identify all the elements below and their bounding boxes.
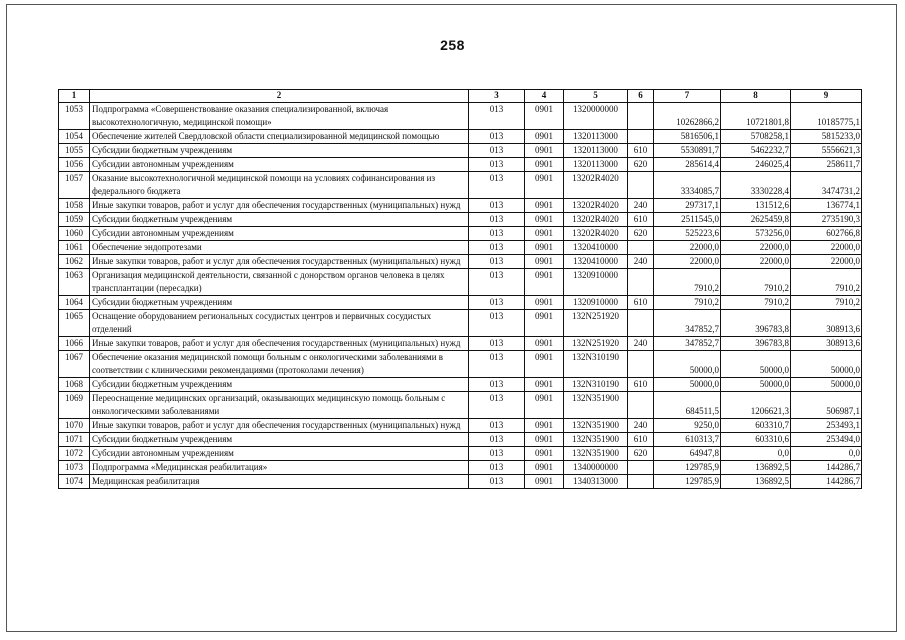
cell-amount-year-1: 347852,7: [654, 337, 721, 351]
cell-item-name: Обеспечение эндопротезами: [90, 241, 469, 255]
cell-amount-year-3: 50000,0: [791, 378, 862, 392]
cell-expense-type: 610: [628, 213, 654, 227]
table-row: [59, 378, 862, 392]
cell-target-article: 132N351900: [564, 447, 628, 461]
cell-section-code: 0901: [525, 172, 564, 199]
cell-section-code: 0901: [525, 433, 564, 447]
cell-expense-type: [628, 172, 654, 199]
cell-amount-year-3: 0,0: [791, 447, 862, 461]
cell-expense-type: 240: [628, 199, 654, 213]
cell-expense-type: 620: [628, 447, 654, 461]
cell-expense-type: 610: [628, 296, 654, 310]
table-row: [59, 447, 862, 461]
cell-amount-year-1: 50000,0: [654, 351, 721, 378]
cell-row-number: 1053: [59, 103, 90, 130]
cell-amount-year-1: 50000,0: [654, 378, 721, 392]
cell-section-code: 0901: [525, 199, 564, 213]
cell-amount-year-2: 603310,6: [721, 433, 791, 447]
cell-target-article: 132N251920: [564, 310, 628, 337]
cell-row-number: 1063: [59, 269, 90, 296]
cell-amount-year-1: 297317,1: [654, 199, 721, 213]
cell-target-article: 1320910000: [564, 269, 628, 296]
budget-table: [58, 89, 862, 489]
table-row: [59, 241, 862, 255]
table-row: [59, 269, 862, 296]
cell-amount-year-3: 144286,7: [791, 475, 862, 489]
cell-target-article: 1320113000: [564, 144, 628, 158]
cell-amount-year-3: 144286,7: [791, 461, 862, 475]
cell-item-name: Иные закупки товаров, работ и услуг для обеспечения государственных (муниципальных) нужд: [90, 419, 469, 433]
cell-amount-year-2: 5708258,1: [721, 130, 791, 144]
cell-amount-year-2: 246025,4: [721, 158, 791, 172]
cell-amount-year-1: 7910,2: [654, 269, 721, 296]
cell-target-article: 132N351900: [564, 433, 628, 447]
cell-expense-type: [628, 103, 654, 130]
cell-row-number: 1059: [59, 213, 90, 227]
table-row: [59, 475, 862, 489]
cell-row-number: 1057: [59, 172, 90, 199]
cell-section-code: 0901: [525, 269, 564, 296]
cell-amount-year-1: 9250,0: [654, 419, 721, 433]
cell-department-code: 013: [469, 447, 525, 461]
cell-amount-year-1: 610313,7: [654, 433, 721, 447]
cell-section-code: 0901: [525, 392, 564, 419]
cell-row-number: 1069: [59, 392, 90, 419]
cell-amount-year-2: 136892,5: [721, 461, 791, 475]
cell-target-article: 132N351900: [564, 419, 628, 433]
cell-item-name: Субсидии автономным учреждениям: [90, 158, 469, 172]
cell-section-code: 0901: [525, 241, 564, 255]
cell-row-number: 1071: [59, 433, 90, 447]
cell-amount-year-1: 3334085,7: [654, 172, 721, 199]
cell-expense-type: [628, 392, 654, 419]
cell-target-article: 1320113000: [564, 158, 628, 172]
table-row: [59, 337, 862, 351]
table-row: [59, 144, 862, 158]
cell-row-number: 1067: [59, 351, 90, 378]
cell-amount-year-3: 22000,0: [791, 241, 862, 255]
cell-target-article: 13202R4020: [564, 227, 628, 241]
cell-item-name: Обеспечение оказания медицинской помощи больным с онкологическими заболеваниями в соответствии с клиническими рекомендациями (протоколами лечения): [90, 351, 469, 378]
cell-target-article: 1340313000: [564, 475, 628, 489]
table-row: [59, 130, 862, 144]
cell-target-article: 1320000000: [564, 103, 628, 130]
cell-amount-year-3: 7910,2: [791, 269, 862, 296]
cell-item-name: Подпрограмма «Совершенствование оказания специализированной, включая высокотехнологичную, медицинской помощи»: [90, 103, 469, 130]
cell-row-number: 1055: [59, 144, 90, 158]
cell-amount-year-3: 308913,6: [791, 337, 862, 351]
cell-target-article: 13202R4020: [564, 213, 628, 227]
cell-expense-type: [628, 475, 654, 489]
cell-amount-year-3: 10185775,1: [791, 103, 862, 130]
cell-department-code: 013: [469, 351, 525, 378]
header-col-5: 5: [564, 90, 628, 103]
cell-item-name: Иные закупки товаров, работ и услуг для обеспечения государственных (муниципальных) нужд: [90, 337, 469, 351]
cell-expense-type: 240: [628, 337, 654, 351]
cell-row-number: 1064: [59, 296, 90, 310]
cell-expense-type: [628, 461, 654, 475]
cell-amount-year-2: 0,0: [721, 447, 791, 461]
cell-target-article: 132N310190: [564, 351, 628, 378]
table-row: [59, 461, 862, 475]
cell-expense-type: 620: [628, 227, 654, 241]
table-body: [59, 103, 862, 489]
cell-amount-year-1: 22000,0: [654, 255, 721, 269]
cell-row-number: 1070: [59, 419, 90, 433]
header-col-1: 1: [59, 90, 90, 103]
cell-section-code: 0901: [525, 296, 564, 310]
cell-department-code: 013: [469, 392, 525, 419]
cell-section-code: 0901: [525, 351, 564, 378]
cell-row-number: 1060: [59, 227, 90, 241]
cell-amount-year-1: 7910,2: [654, 296, 721, 310]
cell-expense-type: [628, 269, 654, 296]
header-col-3: 3: [469, 90, 525, 103]
cell-department-code: 013: [469, 269, 525, 296]
cell-amount-year-3: 253493,1: [791, 419, 862, 433]
cell-amount-year-3: 50000,0: [791, 351, 862, 378]
cell-item-name: Иные закупки товаров, работ и услуг для обеспечения государственных (муниципальных) нужд: [90, 199, 469, 213]
cell-amount-year-1: 64947,8: [654, 447, 721, 461]
header-col-7: 7: [654, 90, 721, 103]
cell-department-code: 013: [469, 433, 525, 447]
cell-department-code: 013: [469, 227, 525, 241]
cell-department-code: 013: [469, 475, 525, 489]
cell-amount-year-3: 308913,6: [791, 310, 862, 337]
cell-department-code: 013: [469, 158, 525, 172]
header-col-6: 6: [628, 90, 654, 103]
cell-target-article: 13202R4020: [564, 172, 628, 199]
cell-section-code: 0901: [525, 255, 564, 269]
table-row: [59, 103, 862, 130]
cell-expense-type: 240: [628, 255, 654, 269]
cell-row-number: 1066: [59, 337, 90, 351]
cell-item-name: Организация медицинской деятельности, связанной с донорством органов человека в целях трансплантации (пересадки): [90, 269, 469, 296]
page-number: 258: [440, 37, 465, 53]
cell-amount-year-3: 136774,1: [791, 199, 862, 213]
cell-target-article: 132N251920: [564, 337, 628, 351]
cell-section-code: 0901: [525, 144, 564, 158]
cell-expense-type: 620: [628, 158, 654, 172]
cell-department-code: 013: [469, 337, 525, 351]
cell-section-code: 0901: [525, 227, 564, 241]
table-row: [59, 433, 862, 447]
cell-item-name: Субсидии бюджетным учреждениям: [90, 296, 469, 310]
cell-amount-year-2: 3330228,4: [721, 172, 791, 199]
cell-amount-year-2: 22000,0: [721, 255, 791, 269]
table-row: [59, 199, 862, 213]
cell-amount-year-2: 22000,0: [721, 241, 791, 255]
cell-amount-year-1: 285614,4: [654, 158, 721, 172]
cell-section-code: 0901: [525, 461, 564, 475]
cell-target-article: 1320410000: [564, 241, 628, 255]
cell-department-code: 013: [469, 103, 525, 130]
cell-department-code: 013: [469, 199, 525, 213]
cell-department-code: 013: [469, 378, 525, 392]
cell-department-code: 013: [469, 461, 525, 475]
cell-amount-year-1: 684511,5: [654, 392, 721, 419]
cell-amount-year-2: 10721801,8: [721, 103, 791, 130]
cell-amount-year-2: 1206621,3: [721, 392, 791, 419]
cell-item-name: Подпрограмма «Медицинская реабилитация»: [90, 461, 469, 475]
cell-row-number: 1061: [59, 241, 90, 255]
cell-item-name: Обеспечение жителей Свердловской области специализированной медицинской помощью: [90, 130, 469, 144]
cell-amount-year-3: 5815233,0: [791, 130, 862, 144]
cell-row-number: 1056: [59, 158, 90, 172]
table-row: [59, 172, 862, 199]
cell-department-code: 013: [469, 310, 525, 337]
cell-amount-year-3: 3474731,2: [791, 172, 862, 199]
cell-section-code: 0901: [525, 419, 564, 433]
cell-item-name: Оснащение оборудованием региональных сосудистых центров и первичных сосудистых отделений: [90, 310, 469, 337]
cell-amount-year-2: 7910,2: [721, 296, 791, 310]
cell-amount-year-2: 50000,0: [721, 351, 791, 378]
cell-amount-year-3: 506987,1: [791, 392, 862, 419]
header-col-4: 4: [525, 90, 564, 103]
cell-expense-type: [628, 241, 654, 255]
cell-expense-type: [628, 351, 654, 378]
cell-department-code: 013: [469, 144, 525, 158]
cell-amount-year-2: 7910,2: [721, 269, 791, 296]
cell-row-number: 1074: [59, 475, 90, 489]
cell-amount-year-1: 22000,0: [654, 241, 721, 255]
cell-amount-year-1: 129785,9: [654, 461, 721, 475]
cell-target-article: 1320910000: [564, 296, 628, 310]
table-row: [59, 296, 862, 310]
table-row: [59, 310, 862, 337]
cell-section-code: 0901: [525, 158, 564, 172]
table-header-row: [59, 90, 862, 103]
cell-section-code: 0901: [525, 213, 564, 227]
cell-row-number: 1072: [59, 447, 90, 461]
cell-expense-type: 610: [628, 378, 654, 392]
cell-department-code: 013: [469, 130, 525, 144]
cell-department-code: 013: [469, 172, 525, 199]
cell-item-name: Субсидии бюджетным учреждениям: [90, 213, 469, 227]
cell-amount-year-1: 347852,7: [654, 310, 721, 337]
cell-item-name: Переоснащение медицинских организаций, оказывающих медицинскую помощь больным с онкологическими заболеваниями: [90, 392, 469, 419]
cell-department-code: 013: [469, 296, 525, 310]
cell-amount-year-2: 2625459,8: [721, 213, 791, 227]
cell-amount-year-2: 136892,5: [721, 475, 791, 489]
cell-amount-year-1: 5816506,1: [654, 130, 721, 144]
cell-expense-type: [628, 310, 654, 337]
cell-amount-year-3: 602766,8: [791, 227, 862, 241]
cell-amount-year-1: 10262866,2: [654, 103, 721, 130]
cell-target-article: 13202R4020: [564, 199, 628, 213]
cell-department-code: 013: [469, 241, 525, 255]
table-row: [59, 351, 862, 378]
cell-section-code: 0901: [525, 310, 564, 337]
cell-row-number: 1062: [59, 255, 90, 269]
cell-item-name: Иные закупки товаров, работ и услуг для обеспечения государственных (муниципальных) нужд: [90, 255, 469, 269]
cell-department-code: 013: [469, 255, 525, 269]
header-col-2: 2: [90, 90, 469, 103]
table-row: [59, 158, 862, 172]
cell-section-code: 0901: [525, 378, 564, 392]
cell-target-article: 132N351900: [564, 392, 628, 419]
cell-expense-type: [628, 130, 654, 144]
cell-amount-year-2: 603310,7: [721, 419, 791, 433]
cell-amount-year-3: 2735190,3: [791, 213, 862, 227]
cell-amount-year-2: 396783,8: [721, 337, 791, 351]
header-col-8: 8: [721, 90, 791, 103]
cell-target-article: 1320410000: [564, 255, 628, 269]
cell-amount-year-3: 253494,0: [791, 433, 862, 447]
cell-section-code: 0901: [525, 447, 564, 461]
cell-amount-year-2: 396783,8: [721, 310, 791, 337]
cell-target-article: 132N310190: [564, 378, 628, 392]
cell-amount-year-3: 5556621,3: [791, 144, 862, 158]
cell-item-name: Субсидии бюджетным учреждениям: [90, 378, 469, 392]
cell-row-number: 1054: [59, 130, 90, 144]
cell-row-number: 1073: [59, 461, 90, 475]
cell-expense-type: 610: [628, 433, 654, 447]
cell-item-name: Медицинская реабилитация: [90, 475, 469, 489]
cell-target-article: 1340000000: [564, 461, 628, 475]
cell-department-code: 013: [469, 419, 525, 433]
cell-amount-year-2: 131512,6: [721, 199, 791, 213]
cell-amount-year-3: 22000,0: [791, 255, 862, 269]
cell-expense-type: 610: [628, 144, 654, 158]
cell-amount-year-1: 2511545,0: [654, 213, 721, 227]
cell-amount-year-3: 258611,7: [791, 158, 862, 172]
cell-department-code: 013: [469, 213, 525, 227]
cell-expense-type: 240: [628, 419, 654, 433]
cell-section-code: 0901: [525, 475, 564, 489]
header-col-9: 9: [791, 90, 862, 103]
cell-amount-year-2: 573256,0: [721, 227, 791, 241]
cell-row-number: 1068: [59, 378, 90, 392]
cell-section-code: 0901: [525, 103, 564, 130]
table-row: [59, 255, 862, 269]
cell-amount-year-2: 5462232,7: [721, 144, 791, 158]
cell-item-name: Субсидии автономным учреждениям: [90, 227, 469, 241]
cell-row-number: 1058: [59, 199, 90, 213]
table-row: [59, 419, 862, 433]
cell-amount-year-1: 525223,6: [654, 227, 721, 241]
table-row: [59, 213, 862, 227]
cell-target-article: 1320113000: [564, 130, 628, 144]
cell-item-name: Субсидии бюджетным учреждениям: [90, 433, 469, 447]
cell-amount-year-3: 7910,2: [791, 296, 862, 310]
cell-amount-year-1: 5530891,7: [654, 144, 721, 158]
cell-amount-year-1: 129785,9: [654, 475, 721, 489]
table-row: [59, 392, 862, 419]
table-row: [59, 227, 862, 241]
cell-item-name: Оказание высокотехнологичной медицинской помощи на условиях софинансирования из федерального бюджета: [90, 172, 469, 199]
cell-item-name: Субсидии бюджетным учреждениям: [90, 144, 469, 158]
cell-row-number: 1065: [59, 310, 90, 337]
cell-amount-year-2: 50000,0: [721, 378, 791, 392]
cell-section-code: 0901: [525, 337, 564, 351]
cell-section-code: 0901: [525, 130, 564, 144]
cell-item-name: Субсидии автономным учреждениям: [90, 447, 469, 461]
